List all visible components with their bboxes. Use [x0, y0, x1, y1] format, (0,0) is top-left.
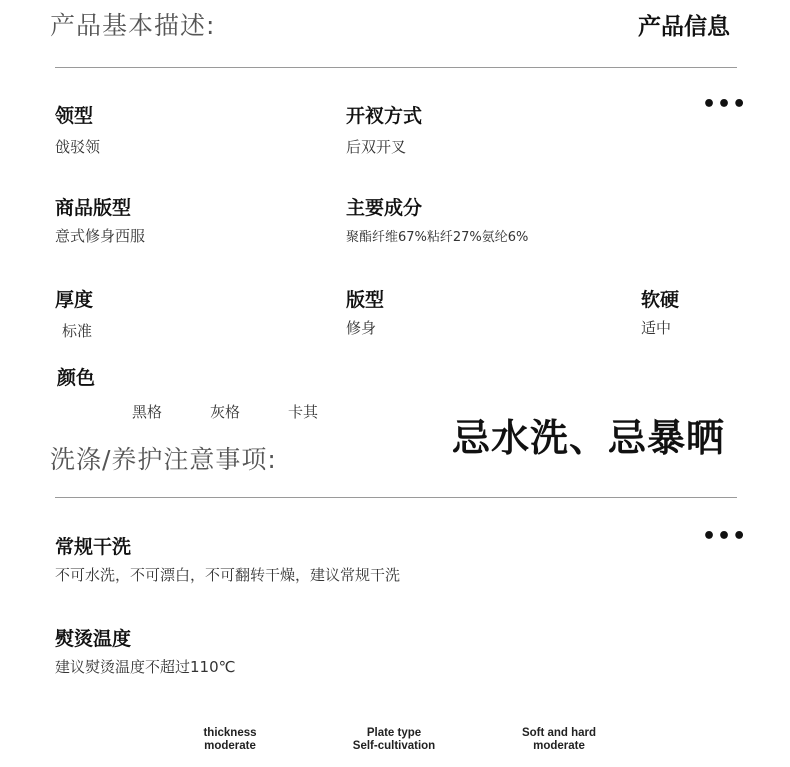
bottom-label-thickness [180, 727, 280, 753]
attr-label-softness: 软硬 [641, 289, 680, 311]
care-value-dryclean: 不可水洗，不可漂白，不可翻转干燥，建议常规干洗 [55, 566, 401, 584]
divider-top [55, 67, 737, 68]
more-horizontal-icon[interactable]: ••• [702, 524, 748, 549]
section-title-care: 洗涤/养护注意事项: [50, 445, 277, 474]
attr-value-collar: 戗驳领 [55, 138, 101, 156]
attr-value-thickness: 标准 [62, 322, 93, 340]
attr-label-fit: 版型 [346, 289, 385, 311]
care-label-dryclean: 常规干洗 [55, 536, 132, 558]
bottom-label-line1: Soft and hard [521, 727, 597, 739]
attr-value-vent: 后双开叉 [346, 138, 407, 156]
bottom-label-soft-hard [504, 727, 614, 753]
attr-label-vent: 开衩方式 [346, 105, 423, 127]
bottom-label-plate-type [334, 727, 454, 753]
divider-care [55, 497, 737, 498]
bottom-label-line2: moderate [204, 740, 256, 752]
care-label-ironing: 熨烫温度 [55, 628, 132, 650]
product-info-title: 产品信息 [638, 14, 730, 40]
section-title-basic: 产品基本描述: [50, 11, 216, 40]
more-horizontal-icon[interactable]: ••• [702, 92, 748, 117]
attr-value-fit: 修身 [346, 319, 377, 337]
bottom-label-line1: thickness [203, 727, 257, 739]
attr-value-softness: 适中 [641, 319, 672, 337]
attr-label-color: 颜色 [57, 367, 96, 389]
color-option: 灰格 [210, 403, 241, 421]
color-option: 卡其 [288, 403, 319, 421]
care-warning: 忌水洗、忌暴晒 [452, 416, 726, 460]
attr-label-thickness: 厚度 [55, 289, 94, 311]
color-option: 黑格 [132, 403, 163, 421]
bottom-label-line2: moderate [533, 740, 585, 752]
attr-label-collar: 领型 [55, 105, 94, 127]
bottom-label-line2: Self-cultivation [352, 740, 436, 752]
attr-label-material: 主要成分 [346, 197, 423, 219]
attr-value-material: 聚酯纤维67%粘纤27%氨纶6% [346, 230, 529, 245]
bottom-label-line1: Plate type [366, 727, 422, 739]
care-value-ironing: 建议熨烫温度不超过110℃ [55, 658, 236, 676]
attr-label-fit-style: 商品版型 [55, 197, 132, 219]
attr-value-fit-style: 意式修身西服 [55, 227, 146, 245]
